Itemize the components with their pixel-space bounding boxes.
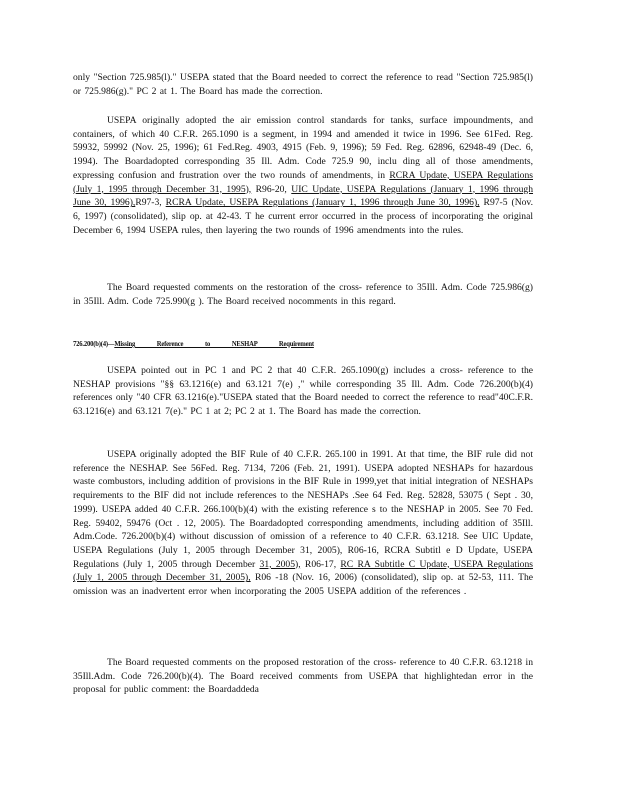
paragraph-text: R97-5 (Nov. 6, 1997) (consolidated), slip op. at 42-43. T he current error occurred in the process of incorporating the original December 6, 1994 USEPA rules, then layering the two rounds of 1996 amendments into the rules.: [73, 197, 533, 236]
paragraph-text: The Board requested comments on the restoration of the cross- reference to 35Ill. Adm. Code 725.986(g) in 35Ill. Adm. Code 725.990(g ). The Board received nocomments in this regard.: [73, 282, 533, 307]
paragraph-text: USEPA pointed out in PC 1 and PC 2 that 40 C.F.R. 265.1090(g) includes a cross- reference to the NESHAP provisions "§§ 63.1216(e) and 63.121 7(e) ," while corresponding 35 Ill. Adm. Code 726.200(b)(4) references only "40 CFR 63.1216(e)."USEPA stated that the Board needed to correct the reference to read"40C.F.R. 63.1216(e) and 63.121 7(e)." PC 1 at 2; PC 2 at 1. The Board has made the correction.: [73, 365, 533, 418]
paragraph-section-reference: [73, 71, 533, 98]
section-number: 726.200(b)(4)—: [73, 340, 115, 348]
paragraph-text: USEPA originally adopted the air emission control standards for tanks, surface impoundments, and containers, of which 40 C.F.R. 265.1090 is a segment, in 1994 and amended it twice in 1996. See 61Fed. Reg. 59932, 59992 (Nov. 25, 1996); 61 Fed.Reg. 4903, 4915 (Feb. 9, 1996); 59 Fed. Reg. 62896, 62948-49 (Dec. 6, 1994). The Boardadopted corresponding 35 Ill. Adm. Code 725.9 90, inclu ding all of those amendments, expressing confusion and frustration over the two rounds of amendments, in: [73, 115, 533, 181]
paragraph-text: R97-3,: [135, 197, 166, 209]
section-heading: [73, 338, 349, 352]
paragraph-text: R06 -18 (Nov. 16, 2006) (consolidated), slip op. at 52-53, 111. The omission was an inadvertent error when incorporating the 2005 USEPA addition of the references .: [73, 572, 533, 598]
section-title: Missing Reference to NESHAP Requirement: [114, 340, 314, 348]
citation-underlined: RCRA Update, USEPA Regulations (July 1, 1995 through December 31, 1995),: [73, 169, 533, 195]
citation-underlined: UIC Update, USEPA Regulations (January 1, 1996 through June 30, 1996),: [73, 183, 534, 209]
citation-underlined: RC RA Subtitle C Update, USEPA Regulations (July 1, 2005 through December 31, 2005),: [73, 558, 534, 584]
paragraph-board-request-comments: [73, 281, 533, 308]
citation-underlined: 31, 2005),: [259, 558, 301, 570]
paragraph-text: R96-20,: [251, 183, 292, 195]
paragraph-text: R06-17,: [300, 558, 341, 570]
paragraph-text: only "Section 725.985(l)." USEPA stated that the Board needed to correct the reference to read "Section 725.985(l) or 725.986(g)." PC 2 at 1. The Board has made the correction.: [73, 72, 533, 97]
citation-underlined: RCRA Update, USEPA Regulations (January 1, 1996 through June 30, 1996),: [165, 197, 480, 209]
paragraph-bif-rule-history: [73, 448, 533, 599]
paragraph-usepa-pointed-out: [73, 364, 533, 419]
paragraph-air-emission-history: [73, 114, 533, 237]
paragraph-proposed-restoration: [73, 656, 533, 697]
paragraph-text: USEPA originally adopted the BIF Rule of 40 C.F.R. 265.100 in 1991. At that time, the BIF rule did not reference the NESHAP. See 56Fed. Reg. 7134, 7206 (Feb. 21, 1991). USEPA adopted NESHAPs for hazardous waste combustors, including addition of provisions in the BIF Rule in 1999,yet that initial integration of NESHAPs requirements to the BIF did not include references to the NESHAPs .See 64 Fed. Reg. 52828, 53075 ( Sept . 30, 1999). USEPA added 40 C.F.R. 266.100(b)(4) with the existing reference s to the NESHAP in 2005. See 70 Fed. Reg. 59402, 59476 (Oct . 12, 2005). The Boardadopted corresponding amendments, including addition of 35Ill. Adm.Code. 726.200(b)(4) without discussion of omission of a reference to 40 C.F.R. 63.1218. See UIC Update, USEPA Regulations (July 1, 2005 through December 31, 2005), R06-16, RCRA Subtitl e D Update, USEPA Regulations (July 1, 2005 through December: [73, 449, 533, 570]
paragraph-text: The Board requested comments on the proposed restoration of the cross- reference to 40 C.F.R. 63.1218 in 35Ill.Adm. Code 726.200(b)(4). The Board received comments from USEPA that highlightedan error in the proposal for public comment: the Boardaddeda: [73, 657, 533, 696]
